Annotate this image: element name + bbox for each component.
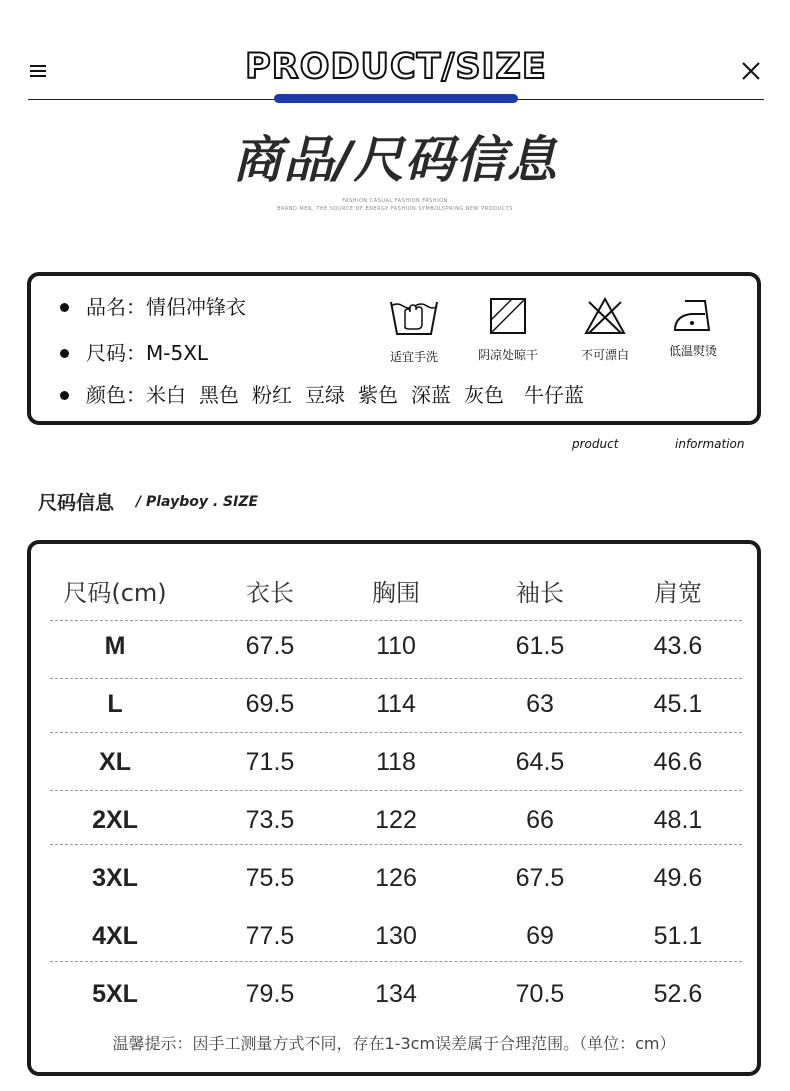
care-label: 低温熨烫: [668, 344, 717, 358]
value-cell: 61.5: [515, 632, 565, 660]
close-icon[interactable]: [740, 60, 762, 82]
value-cell: 71.5: [245, 748, 295, 776]
value-cell: 118: [376, 748, 416, 776]
header-cell: 肩宽: [654, 579, 702, 607]
size-cell: M: [104, 632, 126, 660]
shade-dry-icon: [488, 296, 528, 336]
color-item: 紫色: [358, 383, 398, 407]
size-cell: XL: [99, 748, 131, 776]
tag-product: product: [572, 437, 619, 451]
size-cell: 5XL: [92, 980, 138, 1008]
value-cell: 130: [375, 922, 417, 950]
size-cell: 2XL: [92, 806, 138, 834]
bullet-dot: [60, 391, 69, 400]
care-no-bleach: [560, 296, 650, 363]
care-shade-dry: [463, 296, 553, 363]
value-cell: 70.5: [515, 980, 565, 1008]
color-item: 深蓝: [411, 383, 451, 407]
value-cell: 67.5: [515, 864, 565, 892]
care-low-iron: [648, 296, 738, 359]
hero-subline-1: FASHION CASUAL FASHION FASHION: [342, 198, 448, 204]
section-subtitle: / Playboy . SIZE: [136, 494, 259, 510]
table-header-row: [50, 573, 742, 621]
page-header-title: PRODUCT/SIZE: [245, 47, 547, 87]
color-item: 牛仔蓝: [524, 383, 584, 407]
value-cell: 75.5: [245, 864, 295, 892]
header-cell: 袖长: [516, 579, 564, 607]
value-cell: 52.6: [653, 980, 703, 1008]
hero-subline-2: BRAND MEN, THE SOURCE OF ENERGY FASHION SYMBOLSPRING NEW PRODUCTS: [277, 206, 513, 212]
value-cell: 110: [376, 632, 416, 660]
care-label: 阴凉处晾干: [477, 348, 538, 362]
value-cell: 51.1: [653, 922, 703, 950]
header-cell: 衣长: [246, 579, 294, 607]
size-cell: L: [107, 690, 123, 718]
value-cell: 43.6: [653, 632, 703, 660]
value-cell: 66: [526, 806, 554, 834]
no-bleach-icon: [583, 296, 627, 336]
table-row: [50, 864, 742, 904]
top-bar: [0, 0, 790, 110]
info-size-text: 尺码：M-5XL: [86, 341, 209, 365]
value-cell: 49.6: [653, 864, 703, 892]
section-title: 尺码信息: [38, 492, 115, 514]
hand-wash-icon: [388, 296, 440, 338]
size-table: [27, 540, 761, 1076]
info-name: [86, 293, 246, 321]
table-row: [50, 690, 742, 733]
info-size: [86, 339, 208, 367]
color-item: 米白: [146, 383, 186, 407]
color-item: 灰色: [464, 383, 504, 407]
bullet-dot: [60, 349, 69, 358]
value-cell: 45.1: [653, 690, 703, 718]
value-cell: 64.5: [515, 748, 565, 776]
color-item: 豆绿: [305, 383, 345, 407]
menu-icon[interactable]: [30, 65, 46, 78]
size-cell: 4XL: [92, 922, 138, 950]
size-cell: 3XL: [92, 864, 138, 892]
measurement-note: 温馨提示：因手工测量方式不同，存在1-3cm误差属于合理范围。（单位：cm）: [112, 1034, 676, 1053]
value-cell: 48.1: [653, 806, 703, 834]
hero-title: 商品/尺码信息: [232, 131, 558, 189]
care-hand-wash: [369, 296, 459, 365]
value-cell: 73.5: [245, 806, 295, 834]
product-info-box: [27, 272, 761, 425]
value-cell: 79.5: [245, 980, 295, 1008]
bullet-dot: [60, 303, 69, 312]
care-label: 不可漂白: [580, 348, 629, 362]
value-cell: 46.6: [653, 748, 703, 776]
value-cell: 69.5: [245, 690, 295, 718]
color-item: 黑色: [199, 383, 239, 407]
value-cell: 67.5: [245, 632, 295, 660]
value-cell: 114: [376, 690, 416, 718]
info-colors-label: 颜色：: [86, 383, 146, 407]
value-cell: 122: [375, 806, 417, 834]
care-label: 适宜手洗: [389, 350, 438, 364]
header-cell: 胸围: [372, 579, 420, 607]
tag-information: information: [675, 437, 745, 451]
table-row: [50, 806, 742, 845]
value-cell: 77.5: [245, 922, 295, 950]
low-iron-icon: [671, 296, 715, 334]
value-cell: 63: [526, 690, 554, 718]
info-colors: [86, 381, 597, 409]
info-name-text: 品名：情侣冲锋衣: [86, 295, 246, 319]
value-cell: 69: [526, 922, 554, 950]
value-cell: 134: [375, 980, 417, 1008]
header-accent-bar: [274, 94, 518, 103]
value-cell: 126: [375, 864, 417, 892]
color-item: 粉红: [252, 383, 292, 407]
table-row: [50, 922, 742, 962]
table-row: [50, 980, 742, 1020]
table-row: [50, 632, 742, 679]
table-row: [50, 748, 742, 791]
header-cell: 尺码(cm): [63, 579, 167, 607]
